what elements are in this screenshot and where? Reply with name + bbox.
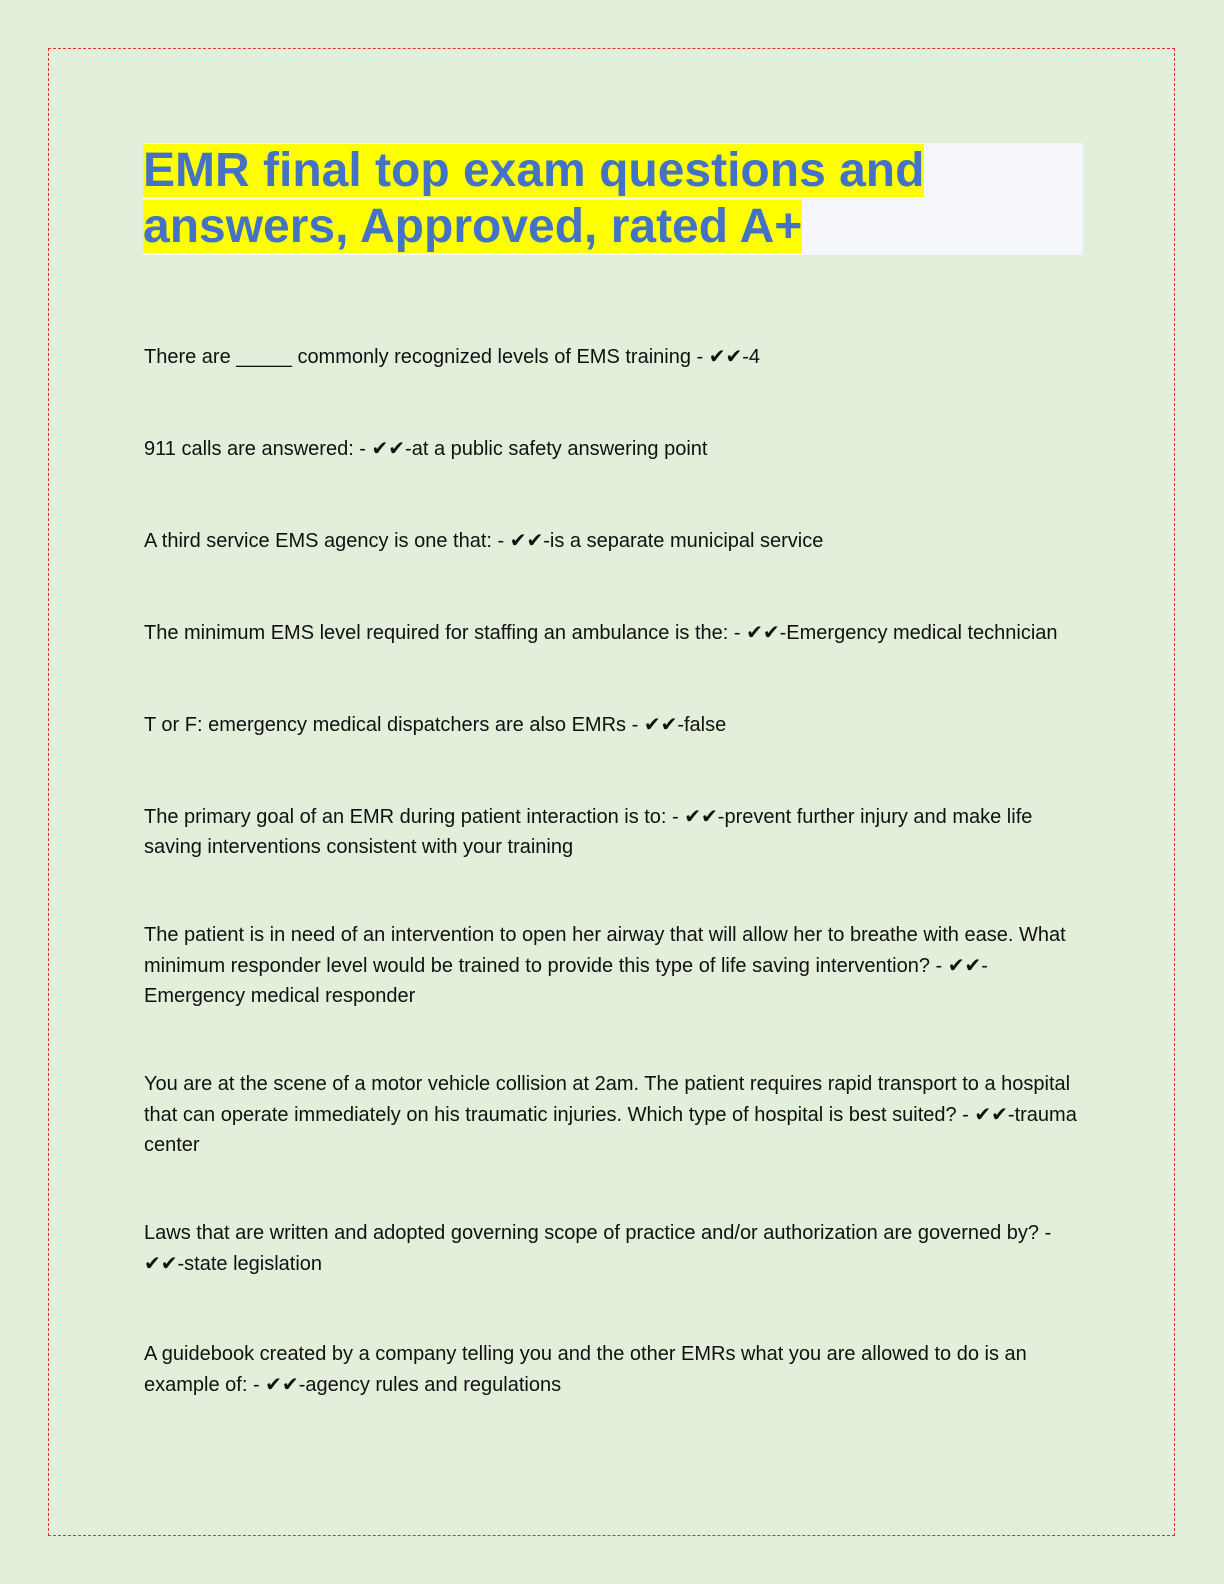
document-title <box>143 143 1083 255</box>
qa-item-10 <box>144 1339 1084 1400</box>
qa-item-8 <box>144 1069 1084 1160</box>
question-text: You are at the scene of a motor vehicle collision at 2am. The patient requires rapid transport to a hospital that can operate immediately on his traumatic injuries. Which type of hospital is best suited? - <box>144 1073 1071 1126</box>
check-mark-icon: ✔✔ <box>265 1372 299 1396</box>
check-mark-icon: ✔✔ <box>371 436 406 460</box>
check-mark-icon: ✔✔ <box>643 712 678 736</box>
question-text: Laws that are written and adopted governing scope of practice and/or authorization are governed by? - <box>144 1222 1052 1244</box>
question-text: A guidebook created by a company telling you and the other EMRs what you are allowed to do is an example of: - <box>144 1343 1027 1396</box>
title-line-1: EMR final top exam questions and <box>143 144 925 197</box>
title-line-2: answers, Approved, rated A+ <box>143 200 803 253</box>
qa-item-6 <box>144 801 1084 862</box>
question-text: 911 calls are answered: - <box>144 438 372 460</box>
question-text: A third service EMS agency is one that: - <box>144 530 510 552</box>
qa-item-1 <box>144 341 1084 372</box>
qa-item-9 <box>144 1218 1084 1279</box>
answer-text: -Emergency medical technician <box>779 622 1058 644</box>
check-mark-icon: ✔✔ <box>974 1102 1008 1126</box>
qa-item-5 <box>144 709 1084 740</box>
check-mark-icon: ✔✔ <box>684 804 718 828</box>
question-text: There are _____ commonly recognized levels of EMS training - <box>144 346 709 368</box>
answer-text: -trauma center <box>144 1104 1077 1156</box>
check-mark-icon: ✔✔ <box>708 344 743 368</box>
question-text: The minimum EMS level required for staffing an ambulance is the: - <box>144 622 747 644</box>
question-text: T or F: emergency medical dispatchers are also EMRs - <box>144 714 644 736</box>
answer-text: -is a separate municipal service <box>543 530 824 552</box>
question-text: The patient is in need of an intervention to open her airway that will allow her to breathe with ease. What minimum responder level would be trained to provide this type of life saving intervention? - <box>144 924 1066 977</box>
check-mark-icon: ✔✔ <box>144 1251 178 1275</box>
answer-text: -at a public safety answering point <box>405 438 708 460</box>
qa-item-2 <box>144 433 1084 464</box>
question-text: The primary goal of an EMR during patient interaction is to: - <box>144 806 685 828</box>
qa-item-7 <box>144 920 1084 1011</box>
qa-item-4 <box>144 617 1084 648</box>
answer-text: -agency rules and regulations <box>298 1374 562 1396</box>
answer-text: -false <box>677 714 727 736</box>
check-mark-icon: ✔✔ <box>746 620 780 644</box>
answer-text: -Emergency medical responder <box>144 955 988 1007</box>
title-block <box>143 143 1083 255</box>
answer-text: -4 <box>742 346 761 368</box>
check-mark-icon: ✔✔ <box>509 528 544 552</box>
answer-text: -state legislation <box>177 1253 323 1275</box>
page-border <box>48 48 1175 1536</box>
answer-text: -prevent further injury and make life saving interventions consistent with your training <box>144 806 1033 858</box>
check-mark-icon: ✔✔ <box>947 953 982 977</box>
qa-item-3 <box>144 525 1084 556</box>
